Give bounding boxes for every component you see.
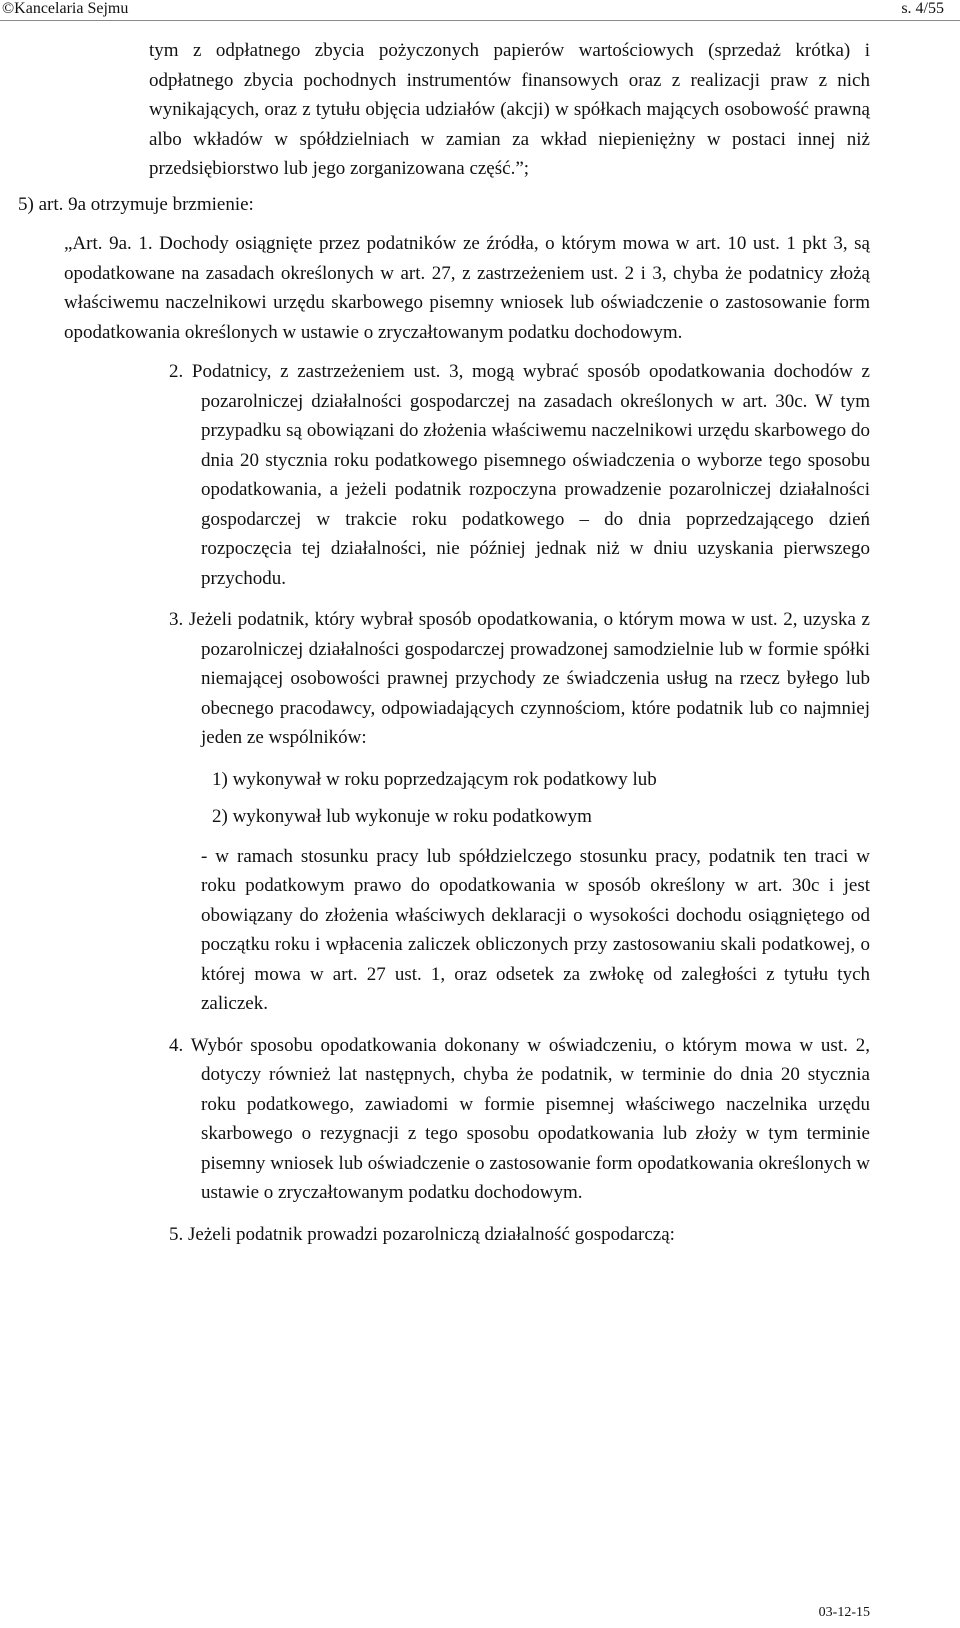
ust-4: 4. Wybór sposobu opodatkowania dokonany w oświadczeniu, o którym mowa w ust. 2, dotyczy również lat następnych, chyba że podatnik, w terminie do dnia 20 stycznia roku podatkowego, zawiadomi w formie pisemnej właściwego naczelnika urzędu skarbowego o rezygnacji z tego sposobu opodatkowania lub złoży w tym terminie pisemny wniosek lub oświadczenie o zastosowanie form opodatkowania określonych w ustawie o zryczałtowanym podatku dochodowym.	[169, 1034, 870, 1203]
footer-date: 03-12-15	[818, 1605, 870, 1620]
page-header	[0, 0, 960, 21]
copyright-label: ©Kancelaria Sejmu	[2, 0, 129, 17]
dash-paragraph: - w ramach stosunku pracy lub spółdzielczego stosunku pracy, podatnik ten traci w roku podatkowym prawo do opodatkowania w sposób określony w art. 30c i jest obowiązany do złożenia właściwych deklaracji o wysokości dochodu osiągniętego od początku roku i wpłacenia zaliczek obliczonych przy zastosowaniu skali podatkowej, o której mowa w art. 27 ust. 1, oraz odsetek za zwłokę od zaległości z tytułu tych zaliczek.	[201, 845, 870, 1014]
continuation-paragraph: tym z odpłatnego zbycia pożyczonych papierów wartościowych (sprzedaż krótka) i odpłatnego zbycia pochodnych instrumentów finansowych oraz z realizacji praw z nich wynikających, oraz z tytułu objęcia udziałów (akcji) w spółkach mających osobowość prawną albo wkładów w spółdzielniach w zamian za wkład niepieniężny w postaci innej niż przedsiębiorstwo lub jego zorganizowana część.”;	[149, 40, 870, 179]
ust-3: 3. Jeżeli podatnik, który wybrał sposób opodatkowania, o którym mowa w ust. 2, uzyska z pozarolniczej działalności gospodarczej prowadzonej samodzielnie lub w formie spółki niemającej osobowości prawnej przychody ze świadczenia usług na rzecz byłego lub obecnego pracodawcy, odpowiadających czynnościom, które podatnik lub co najmniej jeden ze wspólników:	[169, 609, 870, 748]
document-body	[0, 36, 960, 1249]
point-5: 5) art. 9a otrzymuje brzmienie:	[18, 193, 254, 215]
list-item-1: 1) wykonywał w roku poprzedzającym rok podatkowy lub	[212, 768, 657, 790]
ust-2: 2. Podatnicy, z zastrzeżeniem ust. 3, mogą wybrać sposób opodatkowania dochodów z pozarolniczej działalności gospodarczej na zasadach określonych w art. 30c. W tym przypadku są obowiązani do złożenia właściwemu naczelnikowi urzędu skarbowego do dnia 20 stycznia roku podatkowego pisemnego oświadczenia o wyborze tego sposobu opodatkowania, a jeżeli podatnik rozpoczyna prowadzenie pozarolniczej działalności gospodarczej w trakcie roku podatkowego – do dnia poprzedzającego dzień rozpoczęcia tej działalności, nie później jednak niż w dniu uzyskania pierwszego przychodu.	[169, 361, 870, 589]
art-9a-ust-1: „Art. 9a. 1. Dochody osiągnięte przez podatników ze źródła, o którym mowa w art. 10 ust. 1 pkt 3, są opodatkowane na zasadach określonych w art. 27, z zastrzeżeniem ust. 2 i 3, chyba że podatnicy złożą właściwemu naczelnikowi urzędu skarbowego pisemny wniosek lub oświadczenie o zastosowanie form opodatkowania określonych w ustawie o zryczałtowanym podatku dochodowym.	[64, 233, 870, 343]
ust-5: 5. Jeżeli podatnik prowadzi pozarolniczą działalność gospodarczą:	[169, 1223, 675, 1245]
list-item-2: 2) wykonywał lub wykonuje w roku podatkowym	[212, 806, 592, 827]
page-number: s. 4/55	[901, 0, 944, 17]
